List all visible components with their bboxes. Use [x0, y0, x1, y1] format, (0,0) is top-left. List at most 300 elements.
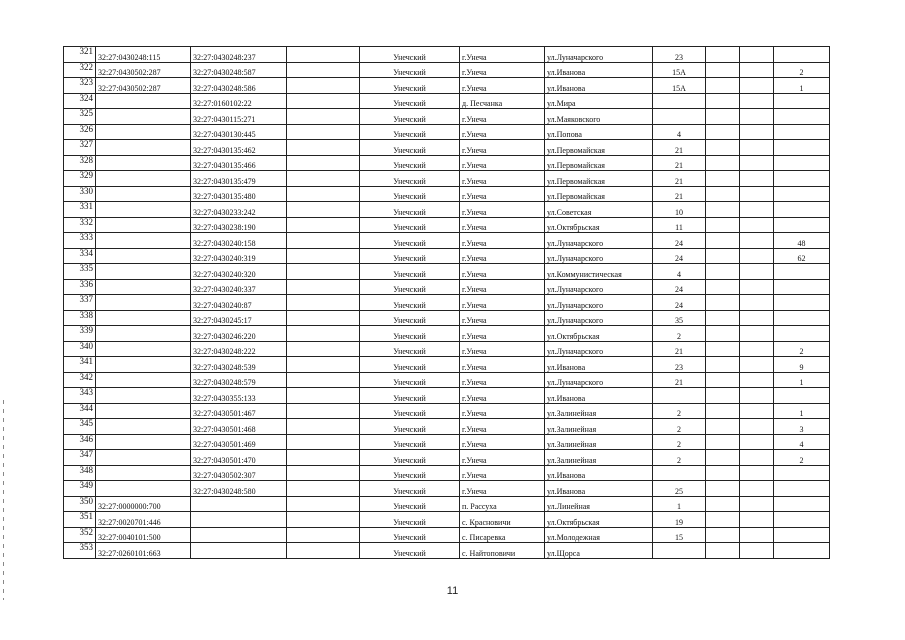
- house-number-cell: [653, 93, 706, 109]
- cadastral-number-1: [96, 403, 191, 419]
- house-number-cell: 4: [653, 264, 706, 280]
- empty-column: [287, 434, 360, 450]
- district-cell: Унечский: [360, 62, 460, 78]
- extra-cell-1: [706, 403, 740, 419]
- cadastral-number-1: [96, 341, 191, 357]
- house-number-cell: [653, 543, 706, 559]
- street-cell: ул.Иванова: [545, 62, 653, 78]
- apartment-cell: 4: [774, 434, 830, 450]
- cadastral-number-1: [96, 357, 191, 373]
- apartment-cell: 2: [774, 450, 830, 466]
- locality-cell: г.Унеча: [460, 434, 545, 450]
- cadastral-number-1: [96, 202, 191, 218]
- apartment-cell: 62: [774, 248, 830, 264]
- street-cell: ул.Октябрьская: [545, 217, 653, 233]
- cadastral-number-2: [191, 512, 287, 528]
- apartment-cell: [774, 202, 830, 218]
- apartment-cell: [774, 279, 830, 295]
- extra-cell-1: [706, 248, 740, 264]
- district-cell: Унечский: [360, 481, 460, 497]
- apartment-cell: 48: [774, 233, 830, 249]
- cadastral-number-2: 32:27:0430130:445: [191, 124, 287, 140]
- extra-cell-1: [706, 202, 740, 218]
- row-number: 326: [64, 124, 96, 140]
- table-row: [64, 186, 830, 202]
- locality-cell: г.Унеча: [460, 481, 545, 497]
- apartment-cell: [774, 186, 830, 202]
- apartment-cell: [774, 217, 830, 233]
- house-number-cell: 2: [653, 419, 706, 435]
- cadastral-number-1: [96, 450, 191, 466]
- row-number: 331: [64, 202, 96, 218]
- cadastral-number-2: 32:27:0430238:190: [191, 217, 287, 233]
- row-number: 352: [64, 527, 96, 543]
- extra-cell-2: [740, 264, 774, 280]
- table-row: [64, 481, 830, 497]
- district-cell: Унечский: [360, 527, 460, 543]
- table-row: [64, 62, 830, 78]
- empty-column: [287, 78, 360, 94]
- locality-cell: г.Унеча: [460, 124, 545, 140]
- district-cell: Унечский: [360, 543, 460, 559]
- house-number-cell: [653, 465, 706, 481]
- district-cell: Унечский: [360, 202, 460, 218]
- empty-column: [287, 124, 360, 140]
- empty-column: [287, 341, 360, 357]
- cadastral-number-2: 32:27:0430248:586: [191, 78, 287, 94]
- district-cell: Унечский: [360, 465, 460, 481]
- table-row: [64, 357, 830, 373]
- district-cell: Унечский: [360, 186, 460, 202]
- row-number: 327: [64, 140, 96, 156]
- cadastral-number-1: [96, 93, 191, 109]
- extra-cell-2: [740, 155, 774, 171]
- apartment-cell: [774, 295, 830, 311]
- empty-column: [287, 109, 360, 125]
- empty-column: [287, 140, 360, 156]
- locality-cell: г.Унеча: [460, 388, 545, 404]
- locality-cell: г.Унеча: [460, 78, 545, 94]
- cadastral-number-2: 32:27:0430135:462: [191, 140, 287, 156]
- apartment-cell: [774, 481, 830, 497]
- apartment-cell: [774, 171, 830, 187]
- empty-column: [287, 419, 360, 435]
- row-number: 338: [64, 310, 96, 326]
- district-cell: Унечский: [360, 403, 460, 419]
- extra-cell-1: [706, 481, 740, 497]
- extra-cell-2: [740, 357, 774, 373]
- table-row: [64, 155, 830, 171]
- cadastral-number-1: [96, 295, 191, 311]
- empty-column: [287, 496, 360, 512]
- extra-cell-2: [740, 465, 774, 481]
- locality-cell: г.Унеча: [460, 403, 545, 419]
- extra-cell-2: [740, 403, 774, 419]
- cadastral-number-1: [96, 155, 191, 171]
- street-cell: ул.Луначарского: [545, 47, 653, 63]
- house-number-cell: 21: [653, 341, 706, 357]
- cadastral-number-2: 32:27:0430501:467: [191, 403, 287, 419]
- row-number: 325: [64, 109, 96, 125]
- empty-column: [287, 372, 360, 388]
- apartment-cell: [774, 543, 830, 559]
- street-cell: ул.Луначарского: [545, 310, 653, 326]
- row-number: 332: [64, 217, 96, 233]
- table-row: [64, 419, 830, 435]
- empty-column: [287, 512, 360, 528]
- cadastral-number-2: 32:27:0430240:337: [191, 279, 287, 295]
- table-row: [64, 543, 830, 559]
- locality-cell: г.Унеча: [460, 341, 545, 357]
- empty-column: [287, 310, 360, 326]
- extra-cell-2: [740, 140, 774, 156]
- street-cell: ул.Иванова: [545, 481, 653, 497]
- cadastral-number-2: 32:27:0430248:222: [191, 341, 287, 357]
- house-number-cell: 24: [653, 295, 706, 311]
- table-row: [64, 310, 830, 326]
- street-cell: ул.Залинейная: [545, 450, 653, 466]
- apartment-cell: [774, 155, 830, 171]
- cadastral-number-2: 32:27:0430501:469: [191, 434, 287, 450]
- cadastral-number-1: [96, 248, 191, 264]
- table-row: [64, 434, 830, 450]
- locality-cell: г.Унеча: [460, 217, 545, 233]
- district-cell: Унечский: [360, 295, 460, 311]
- extra-cell-1: [706, 47, 740, 63]
- extra-cell-1: [706, 279, 740, 295]
- extra-cell-2: [740, 93, 774, 109]
- table-row: [64, 171, 830, 187]
- apartment-cell: 1: [774, 78, 830, 94]
- extra-cell-1: [706, 171, 740, 187]
- locality-cell: г.Унеча: [460, 357, 545, 373]
- house-number-cell: 24: [653, 233, 706, 249]
- cadastral-number-2: 32:27:0430115:271: [191, 109, 287, 125]
- district-cell: Унечский: [360, 357, 460, 373]
- extra-cell-1: [706, 450, 740, 466]
- district-cell: Унечский: [360, 341, 460, 357]
- street-cell: ул.Коммунистическая: [545, 264, 653, 280]
- street-cell: ул.Октябрьская: [545, 512, 653, 528]
- locality-cell: п. Рассуха: [460, 496, 545, 512]
- locality-cell: с. Найтоповичи: [460, 543, 545, 559]
- cadastral-number-2: 32:27:0430248:587: [191, 62, 287, 78]
- extra-cell-1: [706, 233, 740, 249]
- street-cell: ул.Залинейная: [545, 419, 653, 435]
- locality-cell: д. Песчанка: [460, 93, 545, 109]
- street-cell: ул.Мира: [545, 93, 653, 109]
- empty-column: [287, 295, 360, 311]
- cadastral-number-2: 32:27:0160102:22: [191, 93, 287, 109]
- extra-cell-2: [740, 202, 774, 218]
- street-cell: ул.Октябрьская: [545, 326, 653, 342]
- locality-cell: г.Унеча: [460, 372, 545, 388]
- empty-column: [287, 357, 360, 373]
- table-row: [64, 326, 830, 342]
- locality-cell: г.Унеча: [460, 140, 545, 156]
- extra-cell-2: [740, 326, 774, 342]
- row-number: 334: [64, 248, 96, 264]
- street-cell: ул.Щорса: [545, 543, 653, 559]
- house-number-cell: 10: [653, 202, 706, 218]
- empty-column: [287, 248, 360, 264]
- empty-column: [287, 171, 360, 187]
- cadastral-number-2: 32:27:0430502:307: [191, 465, 287, 481]
- street-cell: ул.Линейная: [545, 496, 653, 512]
- table-body: [64, 47, 830, 559]
- cadastral-number-2: 32:27:0430135:480: [191, 186, 287, 202]
- apartment-cell: 2: [774, 62, 830, 78]
- house-number-cell: 2: [653, 434, 706, 450]
- table-row: [64, 124, 830, 140]
- row-number: 321: [64, 47, 96, 63]
- row-number: 344: [64, 403, 96, 419]
- extra-cell-1: [706, 388, 740, 404]
- house-number-cell: 23: [653, 47, 706, 63]
- apartment-cell: [774, 388, 830, 404]
- house-number-cell: 1: [653, 496, 706, 512]
- table-row: [64, 217, 830, 233]
- district-cell: Унечский: [360, 264, 460, 280]
- cadastral-number-2: [191, 496, 287, 512]
- extra-cell-2: [740, 496, 774, 512]
- extra-cell-1: [706, 357, 740, 373]
- district-cell: Унечский: [360, 372, 460, 388]
- cadastral-number-1: [96, 388, 191, 404]
- district-cell: Унечский: [360, 434, 460, 450]
- extra-cell-2: [740, 527, 774, 543]
- table-row: [64, 341, 830, 357]
- row-number: 350: [64, 496, 96, 512]
- row-number: 341: [64, 357, 96, 373]
- extra-cell-1: [706, 109, 740, 125]
- row-number: 340: [64, 341, 96, 357]
- cadastral-number-2: 32:27:0430135:466: [191, 155, 287, 171]
- cadastral-number-1: [96, 372, 191, 388]
- land-plots-table: [63, 46, 830, 559]
- locality-cell: г.Унеча: [460, 295, 545, 311]
- cadastral-number-1: [96, 434, 191, 450]
- district-cell: Унечский: [360, 140, 460, 156]
- row-number: 348: [64, 465, 96, 481]
- empty-column: [287, 155, 360, 171]
- apartment-cell: [774, 47, 830, 63]
- apartment-cell: [774, 109, 830, 125]
- extra-cell-2: [740, 186, 774, 202]
- empty-column: [287, 279, 360, 295]
- extra-cell-1: [706, 124, 740, 140]
- apartment-cell: 2: [774, 341, 830, 357]
- row-number: 336: [64, 279, 96, 295]
- district-cell: Унечский: [360, 78, 460, 94]
- cadastral-number-1: 32:27:0000000:700: [96, 496, 191, 512]
- row-number: 337: [64, 295, 96, 311]
- extra-cell-2: [740, 109, 774, 125]
- house-number-cell: 23: [653, 357, 706, 373]
- row-number: 322: [64, 62, 96, 78]
- apartment-cell: 9: [774, 357, 830, 373]
- extra-cell-1: [706, 527, 740, 543]
- street-cell: ул.Первомайская: [545, 171, 653, 187]
- extra-cell-1: [706, 93, 740, 109]
- scan-edge-mark: [3, 400, 4, 600]
- district-cell: Унечский: [360, 124, 460, 140]
- extra-cell-1: [706, 78, 740, 94]
- district-cell: Унечский: [360, 217, 460, 233]
- house-number-cell: 21: [653, 186, 706, 202]
- street-cell: ул.Луначарского: [545, 233, 653, 249]
- locality-cell: г.Унеча: [460, 465, 545, 481]
- house-number-cell: 2: [653, 403, 706, 419]
- cadastral-number-1: 32:27:0430502:287: [96, 62, 191, 78]
- extra-cell-2: [740, 279, 774, 295]
- cadastral-number-2: 32:27:0430233:242: [191, 202, 287, 218]
- cadastral-number-1: [96, 481, 191, 497]
- empty-column: [287, 62, 360, 78]
- extra-cell-2: [740, 310, 774, 326]
- apartment-cell: [774, 527, 830, 543]
- apartment-cell: 1: [774, 403, 830, 419]
- extra-cell-2: [740, 543, 774, 559]
- empty-column: [287, 388, 360, 404]
- cadastral-number-2: 32:27:0430355:133: [191, 388, 287, 404]
- cadastral-number-2: 32:27:0430501:470: [191, 450, 287, 466]
- district-cell: Унечский: [360, 248, 460, 264]
- cadastral-number-1: 32:27:0260101:663: [96, 543, 191, 559]
- house-number-cell: 4: [653, 124, 706, 140]
- cadastral-number-2: [191, 527, 287, 543]
- extra-cell-1: [706, 310, 740, 326]
- cadastral-number-1: [96, 326, 191, 342]
- extra-cell-2: [740, 47, 774, 63]
- cadastral-number-1: [96, 279, 191, 295]
- apartment-cell: [774, 140, 830, 156]
- locality-cell: с. Писаревка: [460, 527, 545, 543]
- cadastral-number-2: [191, 543, 287, 559]
- locality-cell: г.Унеча: [460, 47, 545, 63]
- row-number: 343: [64, 388, 96, 404]
- table-row: [64, 264, 830, 280]
- extra-cell-2: [740, 419, 774, 435]
- street-cell: ул.Луначарского: [545, 372, 653, 388]
- extra-cell-1: [706, 512, 740, 528]
- extra-cell-2: [740, 450, 774, 466]
- street-cell: ул.Первомайская: [545, 186, 653, 202]
- extra-cell-1: [706, 217, 740, 233]
- street-cell: ул.Луначарского: [545, 295, 653, 311]
- table-row: [64, 450, 830, 466]
- cadastral-number-1: 32:27:0430248:115: [96, 47, 191, 63]
- cadastral-number-2: 32:27:0430240:319: [191, 248, 287, 264]
- row-number: 345: [64, 419, 96, 435]
- house-number-cell: 11: [653, 217, 706, 233]
- street-cell: ул.Залинейная: [545, 403, 653, 419]
- table-row: [64, 78, 830, 94]
- row-number: 349: [64, 481, 96, 497]
- table-row: [64, 202, 830, 218]
- cadastral-number-2: 32:27:0430248:580: [191, 481, 287, 497]
- locality-cell: г.Унеча: [460, 186, 545, 202]
- street-cell: ул.Иванова: [545, 388, 653, 404]
- street-cell: ул.Залинейная: [545, 434, 653, 450]
- house-number-cell: 15: [653, 527, 706, 543]
- apartment-cell: [774, 465, 830, 481]
- cadastral-number-2: 32:27:0430248:237: [191, 47, 287, 63]
- extra-cell-1: [706, 62, 740, 78]
- row-number: 328: [64, 155, 96, 171]
- street-cell: ул.Иванова: [545, 357, 653, 373]
- extra-cell-1: [706, 264, 740, 280]
- district-cell: Унечский: [360, 326, 460, 342]
- cadastral-number-1: [96, 186, 191, 202]
- apartment-cell: [774, 496, 830, 512]
- house-number-cell: 25: [653, 481, 706, 497]
- extra-cell-2: [740, 481, 774, 497]
- house-number-cell: 35: [653, 310, 706, 326]
- district-cell: Унечский: [360, 233, 460, 249]
- street-cell: ул.Иванова: [545, 78, 653, 94]
- extra-cell-1: [706, 155, 740, 171]
- locality-cell: г.Унеча: [460, 264, 545, 280]
- extra-cell-2: [740, 62, 774, 78]
- apartment-cell: 1: [774, 372, 830, 388]
- extra-cell-2: [740, 434, 774, 450]
- extra-cell-1: [706, 465, 740, 481]
- district-cell: Унечский: [360, 155, 460, 171]
- extra-cell-1: [706, 419, 740, 435]
- apartment-cell: [774, 512, 830, 528]
- cadastral-number-1: [96, 264, 191, 280]
- locality-cell: с. Красновичи: [460, 512, 545, 528]
- extra-cell-1: [706, 186, 740, 202]
- table-row: [64, 388, 830, 404]
- table-row: [64, 465, 830, 481]
- cadastral-number-1: [96, 171, 191, 187]
- extra-cell-1: [706, 434, 740, 450]
- cadastral-number-1: 32:27:0020701:446: [96, 512, 191, 528]
- cadastral-number-2: 32:27:0430240:320: [191, 264, 287, 280]
- cadastral-number-1: [96, 233, 191, 249]
- empty-column: [287, 93, 360, 109]
- street-cell: ул.Луначарского: [545, 248, 653, 264]
- row-number: 330: [64, 186, 96, 202]
- extra-cell-2: [740, 295, 774, 311]
- house-number-cell: [653, 109, 706, 125]
- house-number-cell: 24: [653, 279, 706, 295]
- extra-cell-2: [740, 388, 774, 404]
- cadastral-number-1: [96, 109, 191, 125]
- locality-cell: г.Унеча: [460, 233, 545, 249]
- extra-cell-2: [740, 512, 774, 528]
- cadastral-number-2: 32:27:0430501:468: [191, 419, 287, 435]
- row-number: 347: [64, 450, 96, 466]
- row-number: 339: [64, 326, 96, 342]
- locality-cell: г.Унеча: [460, 310, 545, 326]
- extra-cell-1: [706, 496, 740, 512]
- cadastral-number-1: [96, 465, 191, 481]
- empty-column: [287, 233, 360, 249]
- cadastral-number-2: 32:27:0430240:158: [191, 233, 287, 249]
- empty-column: [287, 481, 360, 497]
- district-cell: Унечский: [360, 496, 460, 512]
- table-row: [64, 372, 830, 388]
- district-cell: Унечский: [360, 388, 460, 404]
- cadastral-number-2: 32:27:0430248:539: [191, 357, 287, 373]
- cadastral-number-2: 32:27:0430135:479: [191, 171, 287, 187]
- locality-cell: г.Унеча: [460, 155, 545, 171]
- locality-cell: г.Унеча: [460, 279, 545, 295]
- extra-cell-1: [706, 326, 740, 342]
